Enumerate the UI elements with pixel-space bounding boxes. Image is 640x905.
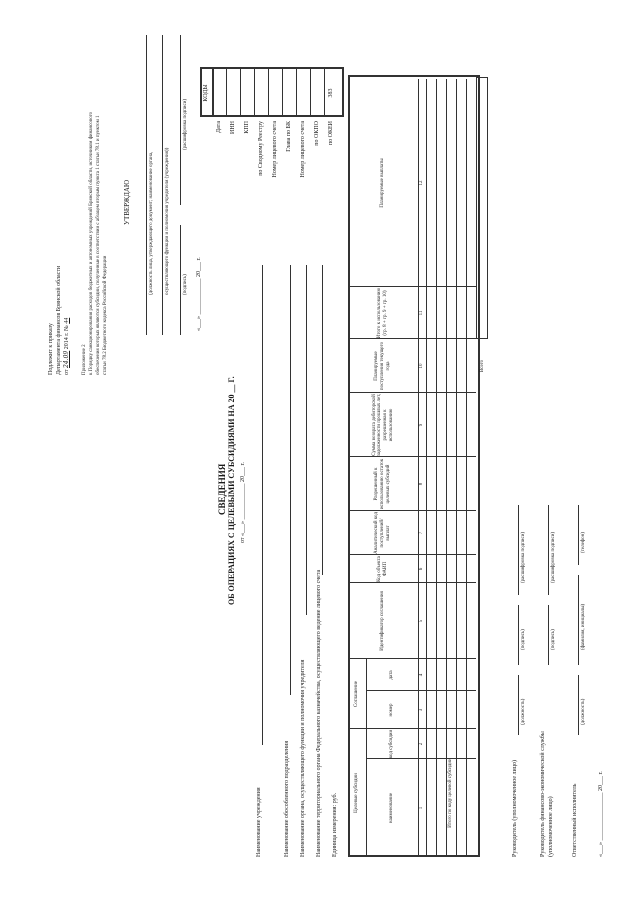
code-row-divider	[282, 69, 283, 117]
column-number-cell: 12	[419, 180, 425, 186]
table-row-divider	[426, 79, 427, 857]
code-label: по Сводному Реестру	[258, 121, 264, 176]
approval-note-line3: от 24.09 2014 г. № 44	[63, 317, 70, 375]
approve-date: «___» ____________ 20___ г.	[196, 257, 202, 331]
column-number-cell: 9	[419, 423, 425, 427]
code-label: ИНН	[230, 121, 236, 134]
header-agreement-number: номер	[389, 703, 395, 717]
appendix-line4: статьи 78.2 Бюджетного кодекса Российской Федерации	[103, 255, 108, 375]
header-name: наименование	[389, 792, 395, 824]
header-analytic-code: Аналитический код поступлений/ выплат	[374, 512, 391, 554]
row-total-by-code: Итого по коду целевой субсидии	[448, 758, 454, 828]
header-agreement-id: Идентификатор соглашения	[380, 591, 386, 651]
header-subsidy-code: код субсидии	[389, 729, 395, 759]
column-number-cell: 10	[419, 363, 425, 369]
sig-exec-label: Ответственный исполнитель	[572, 783, 578, 857]
table-row-divider	[466, 79, 467, 857]
grand-total-label: Всего	[480, 359, 486, 373]
sig-head-label: Руководитель (уполномоченное лицо)	[512, 760, 518, 857]
sig-exec-position: (должность)	[581, 698, 586, 725]
sig-fin-sub: (уполномоченное лицо)	[548, 796, 554, 857]
sig-fin-signature: (подпись)	[551, 629, 556, 650]
column-number-cell: 5	[419, 619, 425, 623]
sig-head-signature: (подпись)	[521, 629, 526, 650]
sig-date: «___» ________________ 20___ г.	[598, 771, 604, 857]
table-column-divider	[348, 728, 476, 729]
grand-total-cells	[476, 77, 488, 339]
code-label: Дата	[216, 121, 222, 133]
code-row-divider	[268, 69, 269, 117]
column-number-cell: 1	[419, 806, 425, 810]
table-column-divider	[366, 690, 476, 691]
header-target-subsidies: Целевые субсидии	[354, 773, 360, 813]
table-column-divider	[348, 510, 476, 511]
code-label: по ОКПО	[314, 121, 320, 146]
code-row-divider	[254, 69, 255, 117]
column-number-cell: 7	[419, 531, 425, 535]
sig-exec-name: (фамилия, инициалы)	[581, 603, 586, 650]
field-unit-measure-label: Единица измерения: руб.	[332, 792, 338, 857]
column-number-cell: 8	[419, 482, 425, 486]
doc-title: СВЕДЕНИЯ	[217, 463, 227, 515]
column-number-cell: 4	[419, 673, 425, 677]
table-column-divider	[348, 338, 476, 339]
codes-box	[200, 67, 344, 117]
code-label: КПП	[244, 121, 250, 134]
code-label: Номер лицевого счета	[272, 121, 278, 178]
table-column-divider	[348, 392, 476, 393]
table-column-divider	[348, 658, 476, 659]
column-number-cell: 2	[419, 742, 425, 746]
table-column-divider	[348, 456, 476, 457]
approval-note-line1: Подлежит к приказу	[48, 323, 54, 375]
header-planned-payments: Планируемые выплаты	[380, 158, 386, 208]
header-planned-receipts: Планируемые поступления текущего года	[374, 341, 391, 391]
approve-decode-caption: (расшифровка подписи)	[183, 98, 188, 150]
field-founder-label: Наименование органа, осуществляющего функции и полномочия учредителя	[300, 659, 306, 857]
table-column-divider	[348, 286, 476, 287]
doc-subtitle: ОБ ОПЕРАЦИЯХ С ЦЕЛЕВЫМИ СУБСИДИЯМИ НА 20 __ Г.	[227, 376, 236, 605]
code-value[interactable]: 383	[328, 88, 334, 98]
header-total-available: Итого к использованию (гр. 8 + гр. 9 + гр. 10)	[377, 287, 388, 339]
field-treasury-label: Наименование территориального органа Федерального казначейства, осуществляющего ведение лицевого счета	[316, 569, 322, 857]
table-column-divider	[348, 554, 476, 555]
header-receivable-return: Сумма возврата дебиторской задолженности прошлых лет, разрешенная к использованию	[371, 393, 394, 457]
code-label: Номер лицевого счета	[300, 121, 306, 178]
code-row-divider	[226, 69, 227, 117]
header-allowed-balance: Разрешенный к использованию остаток целевых субсидий	[374, 458, 391, 510]
code-row-divider	[240, 69, 241, 117]
approval-note-line2: Департамента финансов Брянской области	[56, 265, 62, 375]
doc-date: от «___» ____________ 20___ г.	[240, 462, 246, 543]
code-row-divider	[296, 69, 297, 117]
code-row-divider	[324, 69, 325, 117]
header-faip-code: Код объекта ФАИП	[377, 556, 388, 582]
field-institution-label: Наименование учреждения	[256, 787, 262, 857]
table-row-divider	[436, 79, 437, 857]
table-row-divider	[456, 79, 457, 857]
sig-head-decode: (расшифровка подписи)	[521, 531, 526, 583]
code-label: по ОКЕИ	[328, 121, 334, 146]
approve-caption2: осуществляющего функции и полномочия учредителя (учреждения))	[165, 147, 170, 295]
table-column-divider	[366, 758, 476, 759]
header-agreement-date: дата	[389, 670, 395, 680]
column-number-cell: 11	[419, 310, 425, 316]
table-column-divider	[348, 582, 476, 583]
column-number-cell: 3	[419, 708, 425, 712]
code-label: Глава по БК	[286, 121, 292, 152]
appendix-line3: обеспечения которых являются субсидии, полученные в соответствии с абзацем вторым пункта 1 статьи 78.1 и пунктом 1	[96, 115, 101, 375]
sig-fin-decode: (расшифровка подписи)	[551, 531, 556, 583]
approve-caption1: (должность лица, утверждающего документ; наименование органа,	[149, 151, 154, 295]
header-agreement: Соглашение	[354, 681, 360, 707]
appendix-line1: Приложение 2	[82, 344, 87, 375]
sig-exec-phone: (телефон)	[581, 532, 586, 553]
code-row-divider	[310, 69, 311, 117]
approve-signature-caption: (подпись)	[183, 274, 188, 295]
approve-title: УТВЕРЖДАЮ	[123, 179, 131, 225]
appendix-line2: к Порядку санкционирования расходов бюджетных и автономных учреждений Брянской области, источником финансового	[89, 111, 94, 375]
field-unit-label: Наименование обособленного подразделения	[284, 740, 290, 857]
column-number-cell: 6	[419, 567, 425, 571]
sig-head-position: (должность)	[521, 698, 526, 725]
codes-header: КОДЫ	[203, 84, 209, 102]
sig-fin-label: Руководитель финансово-экономической службы	[540, 731, 546, 857]
